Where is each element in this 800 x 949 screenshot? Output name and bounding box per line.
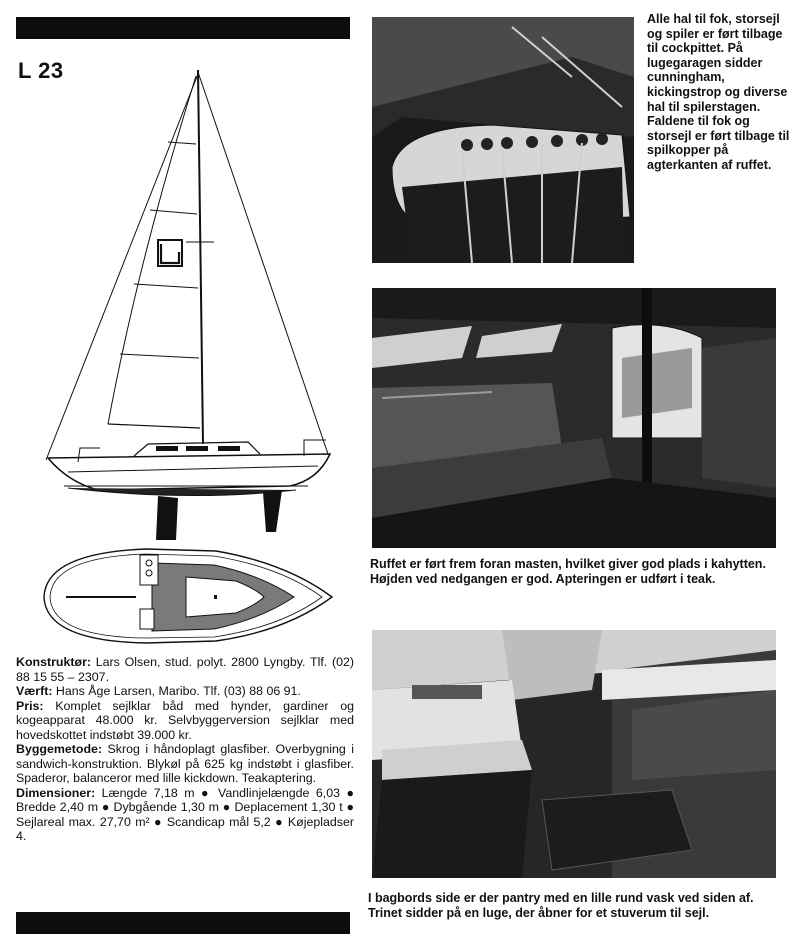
pantry-caption: I bagbords side er der pantry med en lille rund vask ved siden af. Trinet sidder på en luge, der åbner for et stuverum til sejl.	[368, 891, 754, 920]
deck-photo	[372, 17, 634, 263]
spec-label: Pris:	[16, 698, 44, 713]
model-title: L 23	[18, 58, 64, 83]
spec-text: Komplet sejlklar båd med hynder, gardiner og kogeapparat 48.000 kr. Selvbyggerversion sejlklar med hovedskottet indstøbt 39.000 kr.	[16, 698, 354, 742]
spec-label: Konstruktør:	[16, 655, 92, 669]
spec-dimensions	[16, 786, 354, 844]
specifications	[16, 655, 354, 844]
deck-plan-drawing	[36, 545, 336, 645]
spec-yard	[16, 684, 354, 699]
header-bar-top	[16, 17, 350, 39]
cabin-photo	[372, 288, 776, 548]
header-bar-bottom	[16, 912, 350, 934]
spec-label: Byggemetode:	[16, 742, 103, 756]
spec-text: Lars Olsen, stud. polyt. 2800 Lyngby. Tlf. (02) 88 15 55 – 2307.	[16, 655, 354, 684]
spec-designer	[16, 655, 354, 684]
spec-text: Hans Åge Larsen, Maribo. Tlf. (03) 88 06 91.	[52, 684, 301, 698]
spec-text: Længde 7,18 m ● Vandlinjelængde 6,03 ● Bredde 2,40 m ● Dybgående 1,30 m ● Deplacement 1,30 t ● Sejlareal max. 27,70 m² ● Scandicap mål 5,2 ● Køjepladser 4.	[16, 785, 354, 843]
spec-price	[16, 699, 354, 743]
pantry-photo	[372, 630, 776, 878]
spec-text: Skrog i håndoplagt glasfiber. Overbygning i sandwich-konstruktion. Blykøl på 625 kg indstøbt i glasfiber. Spaderor, balanceror med lille kickdown. Teakaptering.	[16, 742, 354, 785]
spec-label: Værft:	[16, 684, 53, 698]
spec-construction	[16, 742, 354, 786]
spec-label: Dimensioner:	[16, 785, 96, 800]
sail-plan-drawing	[28, 62, 338, 540]
deck-caption: Alle hal til fok, storsejl og spiler er ført tilbage til cockpittet. På lugegaragen sidder cunningham, kickingstrop og diverse hal til spilerstagen. Faldene til fok og storsejl er ført tilbage til spilkopper på agterkanten af ruffet.	[647, 12, 790, 172]
cabin-caption: Ruffet er ført frem foran masten, hvilket giver god plads i kahytten. Højden ved nedgangen er god. Apteringen er udført i teak.	[370, 557, 766, 586]
